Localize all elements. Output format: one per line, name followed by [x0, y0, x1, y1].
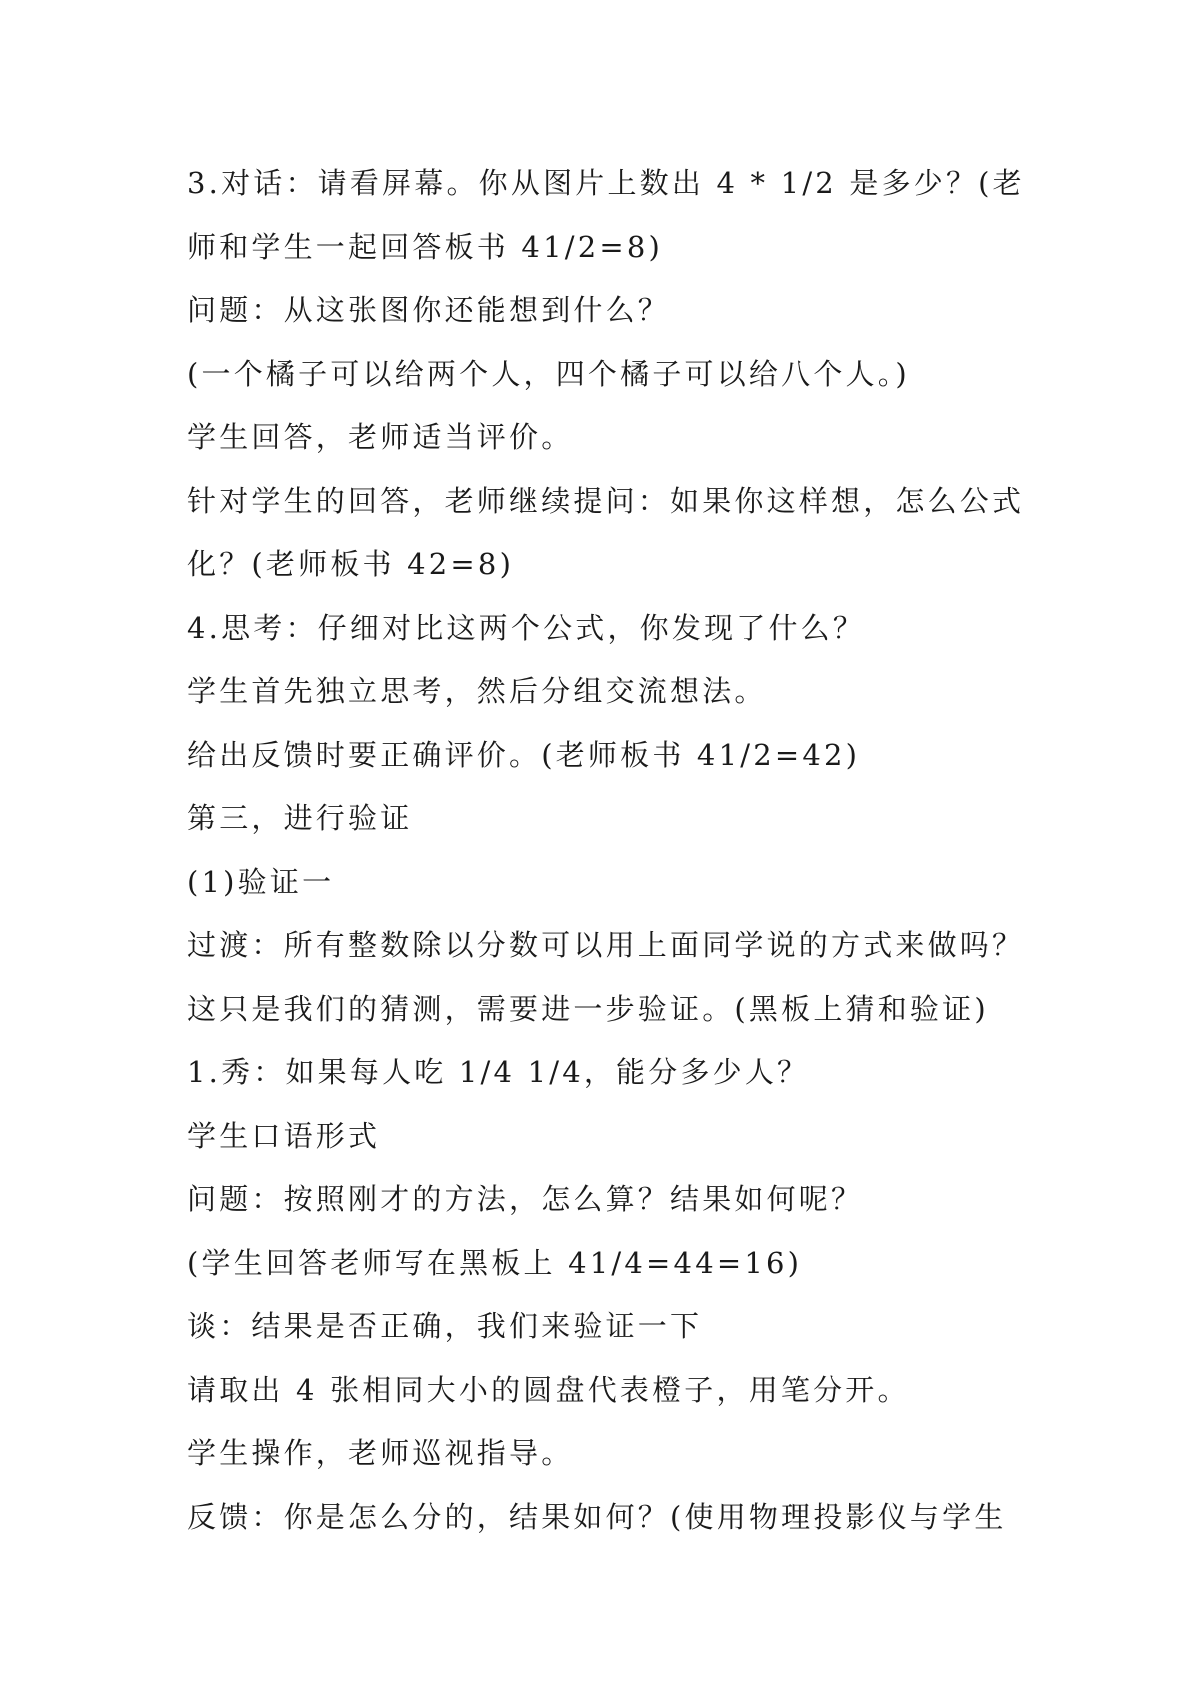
- text-line: 问题：按照刚才的方法，怎么算？结果如何呢？: [187, 1182, 864, 1216]
- section-heading: 第三，进行验证: [187, 801, 413, 835]
- text-line: 学生操作，老师巡视指导。: [187, 1436, 574, 1470]
- text-line: 学生首先独立思考，然后分组交流想法。: [187, 674, 767, 708]
- text-line: 学生回答，老师适当评价。: [187, 420, 574, 454]
- text-line: (一个橘子可以给两个人，四个橘子可以给八个人。): [187, 356, 910, 391]
- text-line: 反馈：你是怎么分的，结果如何？(使用物理投影仪与学生: [187, 1499, 1007, 1534]
- text-line: 谈：结果是否正确，我们来验证一下: [187, 1309, 703, 1343]
- text-line: 学生口语形式: [187, 1118, 381, 1153]
- subsection-heading: (1)验证一: [187, 864, 335, 899]
- text-line: 师和学生一起回答板书 41/2=8): [187, 229, 664, 264]
- text-line: 给出反馈时要正确评价。(老师板书 41/2=42): [187, 737, 861, 772]
- text-line: 化？(老师板书 42=8): [187, 547, 515, 581]
- text-line: 过渡：所有整数除以分数可以用上面同学说的方式来做吗？: [187, 928, 1025, 962]
- text-line: (学生回答老师写在黑板上 41/4=44=16): [187, 1245, 803, 1280]
- text-line: 这只是我们的猜测，需要进一步验证。(黑板上猜和验证): [187, 991, 989, 1026]
- text-line: 1.秀：如果每人吃 1/4 1/4，能分多少人？: [187, 1055, 810, 1089]
- text-line: 针对学生的回答，老师继续提问：如果你这样想，怎么公式: [187, 483, 1025, 518]
- text-line: 4.思考：仔细对比这两个公式，你发现了什么？: [187, 610, 866, 645]
- text-line: 请取出 4 张相同大小的圆盘代表橙子，用笔分开。: [187, 1372, 910, 1407]
- document-body: [187, 152, 1047, 1549]
- text-line: 问题：从这张图你还能想到什么？: [187, 293, 671, 327]
- text-line: 3.对话：请看屏幕。你从图片上数出 4 * 1/2 是多少？(老: [187, 166, 1025, 200]
